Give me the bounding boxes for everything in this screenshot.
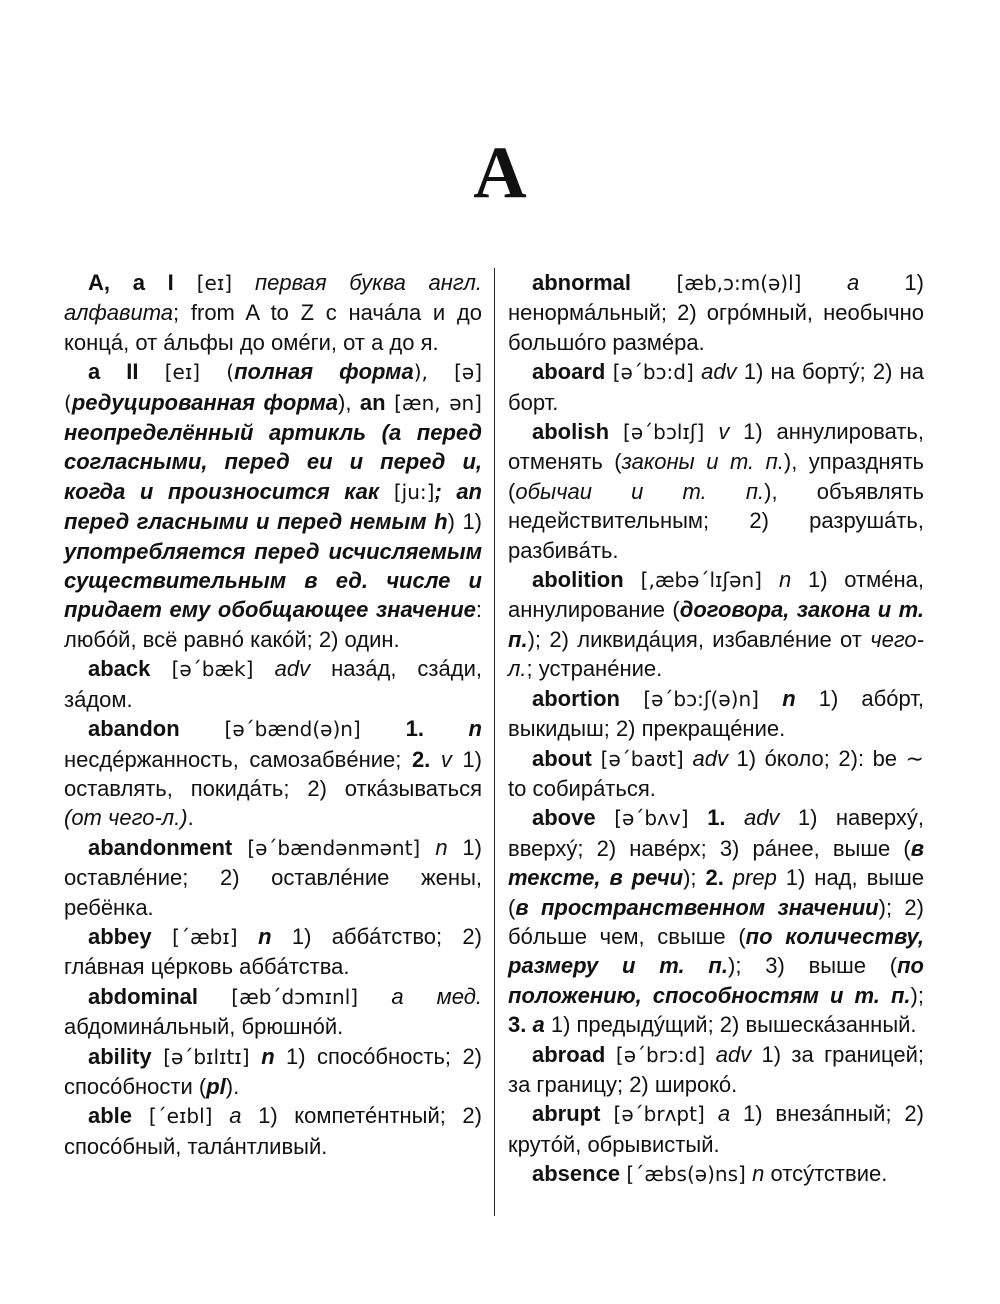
left-column <box>64 268 482 1161</box>
definition: 1) óколо; 2): be ∼ to собирáться. <box>508 745 924 801</box>
part-of-speech: a мед. <box>391 983 482 1009</box>
punctuation: ). <box>225 1073 240 1099</box>
headword: absence <box>532 1161 621 1187</box>
definition: 1) предыдýщий; 2) вышескáзанный. <box>544 1012 917 1038</box>
headword: abolition <box>532 567 624 593</box>
label-full-form: полная форма <box>234 359 414 385</box>
sense-number: 1. <box>405 716 424 742</box>
usage-note: (от чего-л.) <box>64 805 188 831</box>
definition: несдéржанность, самозабвéние; <box>64 746 412 772</box>
part-of-speech: n <box>752 1161 765 1187</box>
entry-abolition <box>508 565 924 684</box>
headword: abortion <box>532 685 620 711</box>
right-column <box>508 268 924 1190</box>
headword: abandon <box>88 716 180 742</box>
headword: above <box>532 805 596 831</box>
definition: абдоминáльный, брюшнóй. <box>64 1014 344 1040</box>
part-of-speech: prep <box>723 865 777 891</box>
headword-an: an <box>359 389 386 415</box>
transcription: [,æbə´lɪʃən] <box>623 568 779 593</box>
entry-ability <box>64 1042 482 1102</box>
transcription: [´eɪbl] <box>132 1104 230 1129</box>
transcription: [ə´bɔlɪʃ] <box>609 420 719 445</box>
entry-a-2 <box>64 357 482 654</box>
part-of-speech: n <box>435 834 448 860</box>
part-of-speech: adv <box>715 1041 752 1067</box>
entry-a-1 <box>64 268 482 357</box>
entry-abbey <box>64 922 482 982</box>
headword: aboard <box>532 359 606 385</box>
definition: отсýтствие. <box>764 1161 888 1187</box>
headword: abdominal <box>88 983 199 1009</box>
separator: ), <box>338 389 360 415</box>
entry-abrupt <box>508 1099 924 1159</box>
sense-number: 2. <box>411 746 431 772</box>
definition: ; устранéние. <box>526 656 663 682</box>
headword: abbey <box>88 923 152 949</box>
definition-note: неопределённый артикль (а перед согласными, перед eu и перед u, когда u произносится как <box>64 420 482 504</box>
entry-abortion <box>508 684 924 744</box>
headword: about <box>532 745 592 771</box>
headword: abrupt <box>532 1101 601 1127</box>
usage-note: в тексте, в речи <box>508 835 924 891</box>
part-of-speech: adv <box>692 745 728 771</box>
definition: 1) аннулировать, отменять ( <box>508 419 924 475</box>
transcription: [æb,ɔ:m(ə)l] <box>631 271 847 295</box>
transcription: [´æbɪ] <box>151 924 259 949</box>
usage-note: употребляется перед исчисляемым существительным в ед. числе и придает ему обобщающее значение <box>64 538 482 623</box>
usage-note: в пространственном значении <box>515 894 879 920</box>
usage-note: по положению, способностям и т. п. <box>508 953 924 1008</box>
column-divider <box>494 268 495 1216</box>
transcription: [ə´brɔ:d] <box>605 1042 716 1067</box>
definition: 1) оставлéние; 2) оставлéние жены, ребёнка. <box>64 834 482 920</box>
definition: : любóй, всё равнó какóй; 2) один. <box>64 597 482 652</box>
part-of-speech: adv <box>725 805 780 831</box>
transcription: [ə´bænd(ə)n] <box>179 717 406 742</box>
part-of-speech: n <box>782 685 796 711</box>
entry-abdominal <box>64 982 482 1042</box>
definition: 1) отмéна, аннулирование ( <box>508 567 924 623</box>
entry-abnormal <box>508 268 924 357</box>
usage-note: обычаи и т. п. <box>515 478 765 504</box>
headword: aback <box>88 656 151 682</box>
usage-note: договора, закона и т. п. <box>508 597 924 652</box>
definition: 1) абóрт, выкидыш; 2) прекращéние. <box>508 685 924 742</box>
transcription: [eɪ] ( <box>138 360 235 385</box>
transcription: [ə´brʌpt] <box>600 1102 718 1127</box>
entry-absence <box>508 1159 924 1189</box>
definition: ); 2) ликвидáция, избавлéние от <box>527 626 871 652</box>
part-of-speech: n <box>258 923 272 949</box>
definition: ; from A to Z с начáла и до концá, от áльфы до омéги, от а до я. <box>64 300 482 355</box>
part-of-speech: adv <box>274 656 311 682</box>
section-letter-heading: A <box>473 132 527 214</box>
definition: ), упразднять ( <box>508 449 924 504</box>
part-of-speech: adv <box>701 359 737 385</box>
definition: 1) ненормáльный; 2) огрóмный, необычно большóго размéра. <box>508 270 924 355</box>
sense-number: 1. <box>707 805 726 831</box>
definition-note-an: ; an перед гласными и перед немым h <box>64 478 482 535</box>
transcription: [ə´baʊt] <box>591 746 693 771</box>
definition: ); 2) бóльше чем, свыше ( <box>508 894 924 949</box>
entry-about <box>508 744 924 804</box>
headword: abolish <box>532 419 610 445</box>
transcription: [ə´bæk] <box>150 657 275 682</box>
headword: abnormal <box>532 270 632 295</box>
definition: назáд, сзáди, зáдом. <box>64 656 482 712</box>
transcription: [ə´bɔ:ʃ(ə)n] <box>620 686 783 711</box>
definition: 1) компетéнтный; 2) спосóбный, талáнтливый. <box>64 1103 482 1159</box>
part-of-speech: n <box>778 567 792 593</box>
headword: abroad <box>532 1041 606 1067</box>
part-of-speech: v <box>718 419 730 445</box>
entry-abandonment <box>64 833 482 922</box>
part-of-speech: a <box>229 1103 242 1129</box>
definition: ); <box>910 982 924 1008</box>
definition: 1) за границей; за границу; 2) широкó. <box>508 1041 924 1097</box>
usage-note: по количеству, размеру и т. п. <box>508 923 924 979</box>
definition-note: первая буква англ. алфавита <box>64 270 482 326</box>
definition: 1) на бортý; 2) на борт. <box>508 359 924 415</box>
headword: a II <box>88 359 139 385</box>
transcription: [ə´bɪlɪtɪ] <box>151 1044 262 1069</box>
headword: ability <box>88 1043 152 1069</box>
headword: abandonment <box>88 834 233 860</box>
definition: 1) наверхý, вверхý; 2) навéрх; 3) рáнее, выше ( <box>508 805 924 861</box>
part-of-speech: n <box>261 1043 275 1069</box>
part-of-speech: n <box>423 716 482 742</box>
transcription: [ə´bændənmənt] <box>232 835 436 860</box>
transcription: [ə´bɔ:d] <box>605 360 702 385</box>
part-of-speech: v <box>430 746 452 772</box>
transcription-reduced: ), [ə] ( <box>64 360 483 415</box>
transcription: [ə´bʌv] <box>595 806 708 831</box>
headword: able <box>88 1103 133 1129</box>
sense-number: 3. <box>508 1012 527 1038</box>
punctuation: . <box>187 805 194 831</box>
definition: ), объявлять недействительным; 2) разрушáть, разбивáть. <box>508 478 925 563</box>
entry-abroad <box>508 1040 924 1100</box>
entry-aback <box>64 654 482 714</box>
entry-aboard <box>508 357 924 417</box>
definition: 1) аббáтство; 2) глáвная цéрковь аббáтства. <box>64 923 482 980</box>
transcription-an: [æn, ən] <box>385 390 482 415</box>
transcription: [´æbs(ə)ns] <box>620 1162 753 1187</box>
definition: ); 3) выше ( <box>728 953 898 979</box>
label-reduced-form: редуцированная форма <box>71 389 339 415</box>
usage-note: законы и т. п. <box>621 449 784 475</box>
sense-number: 2. <box>705 865 724 891</box>
entry-abolish <box>508 417 924 565</box>
headword: A, a I <box>88 270 174 295</box>
definition: 1) над, выше ( <box>508 865 924 920</box>
entry-above <box>508 803 924 1039</box>
definition: 1) оставлять, покидáть; 2) откáзываться <box>64 746 482 801</box>
definition: 1) спосóбность; 2) спосóбности ( <box>64 1043 483 1099</box>
part-of-speech: a <box>717 1101 731 1127</box>
entry-able <box>64 1101 482 1161</box>
usage-note: чего-л. <box>508 626 924 682</box>
part-of-speech: a <box>846 270 860 295</box>
plural-label: pl <box>206 1073 226 1099</box>
definition: 1) внезáпный; 2) крутóй, обрывистый. <box>508 1101 924 1157</box>
definition: ); <box>683 865 706 891</box>
sense-marker: ) 1) <box>447 509 483 535</box>
part-of-speech: a <box>526 1012 545 1038</box>
transcription: [eɪ] <box>173 271 256 295</box>
transcription-ju: [ju:] <box>379 479 435 504</box>
transcription: [æb´dɔmɪnl] <box>198 984 392 1009</box>
entry-abandon <box>64 714 482 833</box>
